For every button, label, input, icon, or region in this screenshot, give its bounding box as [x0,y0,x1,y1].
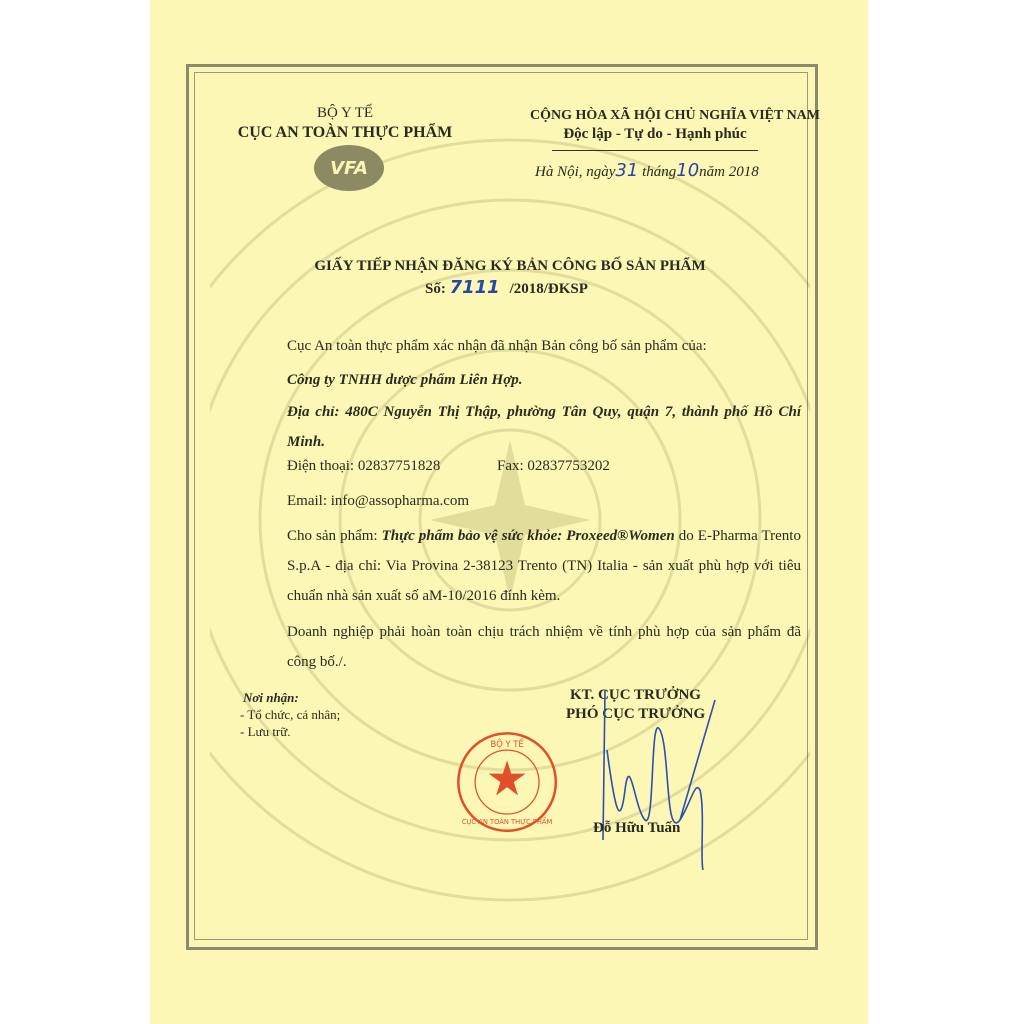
intro-text: Cục An toàn thực phẩm xác nhận đã nhận Bản công bố sản phẩm của: [287,338,707,354]
product-paragraph [287,521,801,611]
number-label: Số: [425,281,446,297]
motto-underline [552,150,758,151]
signature-title: KT. CỤC TRƯỞNG [570,687,701,703]
date-prefix: Hà Nội, ngày [535,164,616,180]
seal-bottom-text: CỤC AN TOÀN THỰC PHẨM [461,818,553,827]
country-name: CỘNG HÒA XÃ HỘI CHỦ NGHĨA VIỆT NAM [529,108,820,123]
recipients-label: Nơi nhận: [243,690,299,705]
official-seal [455,730,560,835]
vfa-logo-text: VFA [330,157,368,179]
date-month-label: tháng [642,164,677,180]
phone: Điện thoại: 02837751828 [287,458,441,474]
ministry-name: BỘ Y TẾ [316,105,374,121]
vfa-logo [314,145,384,191]
signer-name: Đỗ Hữu Tuấn [593,820,681,836]
company-name: Công ty TNHH dược phẩm Liên Hợp. [287,372,523,388]
seal-top-text: BỘ Y TẾ [490,738,524,749]
date-year: năm 2018 [699,164,759,180]
issue-date [535,160,759,181]
document-title: GIẤY TIẾP NHẬN ĐĂNG KÝ BẢN CÔNG BỐ SẢN PHẨM [314,258,706,274]
product-name: Thực phẩm bảo vệ sức khỏe: Proxeed®Women [381,528,675,544]
product-prefix: Cho sản phẩm: [287,528,382,544]
handwritten-signature [585,690,725,870]
motto: Độc lập - Tự do - Hạnh phúc [563,126,747,142]
agency-name: CỤC AN TOÀN THỰC PHẨM [237,124,453,141]
email: Email: info@assopharma.com [287,493,470,509]
company-address: Địa chỉ: 480C Nguyễn Thị Thập, phường Tân Quy, quận 7, thành phố Hồ Chí Minh. [287,404,801,450]
recipient-item: - Lưu trữ. [240,724,291,739]
document-number [425,277,588,298]
signature-subtitle: PHÓ CỤC TRƯỞNG [566,706,706,722]
recipient-item: - Tổ chức, cá nhân; [240,707,341,722]
number-value: 7111 [449,277,500,298]
number-suffix: /2018/ĐKSP [509,281,588,297]
product-details: do E-Pharma Trento S.p.A - địa chỉ: Via Provina 2-38123 Trento (TN) Italia - sản xuất phù hợp với tiêu chuẩn nhà sản xuất số aM-10/2016 đính kèm. [287,528,801,604]
responsibility-text: Doanh nghiệp phải hoàn toàn chịu trách nhiệm về tính phù hợp của sản phẩm đã công bố./. [287,624,801,670]
date-day: 31 [615,160,639,181]
date-month: 10 [676,160,700,181]
fax: Fax: 02837753202 [497,458,610,474]
